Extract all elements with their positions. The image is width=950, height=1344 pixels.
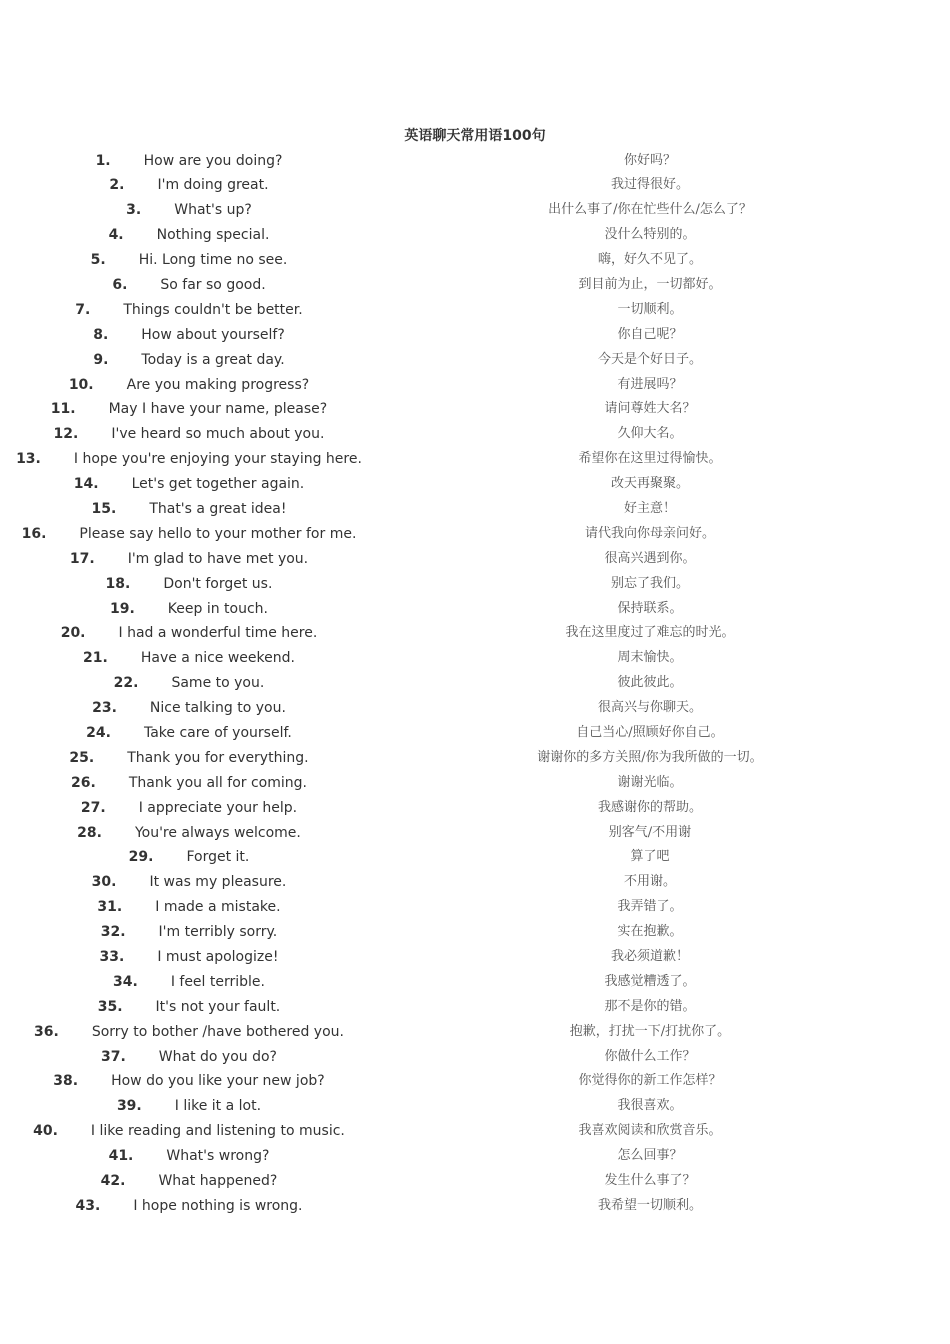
english-line [51, 397, 327, 422]
chinese-translation: 我感觉糟透了。 [604, 973, 696, 989]
english-line [92, 696, 286, 721]
english-phrase: I like reading and listening to music. [90, 1123, 345, 1140]
phrase-row [0, 472, 950, 497]
chinese-translation: 怎么回事？ [617, 1148, 683, 1164]
english-phrase: I've heard so much about you. [111, 426, 325, 443]
phrase-row [0, 597, 950, 622]
phrase-number: 21. [83, 650, 108, 667]
english-phrase: Forget it. [186, 849, 250, 866]
phrase-row [0, 796, 950, 821]
chinese-translation: 好主意！ [623, 500, 676, 516]
phrase-number: 27. [80, 799, 106, 816]
chinese-translation: 你自己呢？ [617, 326, 683, 342]
english-line [86, 721, 292, 746]
phrase-number: 1. [95, 152, 111, 169]
english-line [81, 796, 297, 821]
chinese-translation: 希望你在这里过得愉快。 [578, 451, 722, 467]
phrase-number: 9. [93, 351, 109, 368]
phrase-row [0, 223, 950, 248]
english-phrase: I hope nothing is wrong. [133, 1197, 303, 1214]
phrase-number: 36. [34, 1023, 59, 1040]
phrase-row [0, 1169, 950, 1194]
english-phrase: Let's get together again. [131, 476, 305, 493]
phrase-number: 15. [91, 500, 117, 517]
english-line [61, 621, 318, 646]
phrase-number: 4. [108, 227, 124, 244]
phrase-row [0, 522, 950, 547]
phrase-row [0, 821, 950, 846]
phrase-row [0, 945, 950, 970]
phrase-row [0, 323, 950, 348]
english-phrase: What do you do? [158, 1048, 277, 1065]
phrase-row [0, 547, 950, 572]
chinese-translation: 不用谢。 [623, 874, 676, 890]
phrase-row [0, 397, 950, 422]
phrase-row [0, 298, 950, 323]
english-line [109, 223, 270, 248]
phrase-number: 31. [97, 899, 123, 916]
phrase-number: 24. [86, 724, 111, 741]
chinese-translation: 我很喜欢。 [617, 1098, 683, 1114]
chinese-translation: 你好吗？ [623, 152, 676, 168]
english-phrase: Take care of yourself. [143, 724, 292, 741]
phrase-row [0, 173, 950, 198]
english-line [75, 298, 302, 323]
english-phrase: Thank you for everything. [127, 749, 309, 766]
english-line [96, 149, 283, 174]
english-phrase: I made a mistake. [155, 899, 281, 916]
english-line [106, 572, 273, 597]
chinese-translation: 我感谢你的帮助。 [597, 799, 702, 815]
chinese-translation: 一切顺利。 [617, 301, 683, 317]
phrase-number: 32. [100, 924, 126, 941]
phrase-number: 38. [53, 1073, 79, 1090]
phrase-number: 28. [77, 824, 102, 841]
phrase-number: 17. [69, 550, 95, 567]
chinese-translation: 自己当心/照顾好你自己。 [576, 724, 724, 740]
english-phrase: Hi. Long time no see. [138, 252, 288, 269]
chinese-translation: 嗨，好久不见了。 [597, 252, 702, 268]
english-phrase: You're always welcome. [134, 824, 301, 841]
english-phrase: Today is a great day. [141, 351, 285, 368]
english-line [91, 248, 288, 273]
english-phrase: I appreciate your help. [138, 799, 298, 816]
phrase-row [0, 497, 950, 522]
english-phrase: I'm terribly sorry. [158, 924, 278, 941]
phrase-number: 33. [99, 949, 125, 965]
phrase-number: 20. [60, 625, 86, 642]
english-phrase: So far so good. [160, 276, 266, 293]
phrase-row [0, 1144, 950, 1169]
english-phrase: Nice talking to you. [149, 700, 286, 717]
chinese-translation: 到目前为止，一切都好。 [578, 276, 722, 292]
chinese-translation: 周末愉快。 [617, 650, 683, 666]
phrase-row [0, 721, 950, 746]
phrase-row [0, 671, 950, 696]
chinese-translation: 彼此彼此。 [617, 675, 683, 691]
english-phrase: How are you doing? [143, 152, 283, 169]
english-phrase: What's wrong? [166, 1148, 270, 1165]
english-phrase: Things couldn't be better. [123, 301, 303, 318]
chinese-translation: 别忘了我们。 [610, 575, 689, 591]
english-line [109, 173, 268, 198]
phrase-number: 39. [116, 1098, 142, 1115]
chinese-translation: 很高兴遇到你。 [604, 550, 696, 566]
phrase-row [0, 895, 950, 920]
phrase-row [0, 696, 950, 721]
english-line [70, 547, 308, 572]
english-line [76, 1194, 303, 1219]
phrase-row [0, 746, 950, 771]
chinese-translation: 我过得很好。 [610, 177, 689, 193]
english-phrase: I must apologize! [157, 949, 279, 965]
chinese-translation: 久仰大名。 [617, 426, 683, 442]
english-line [93, 348, 284, 373]
phrase-row [0, 348, 950, 373]
english-line [54, 422, 325, 447]
phrase-number: 40. [33, 1123, 58, 1140]
phrase-row [0, 621, 950, 646]
chinese-translation: 我在这里度过了难忘的时光。 [565, 625, 735, 641]
chinese-translation: 那不是你的错。 [604, 998, 696, 1014]
phrase-number: 22. [113, 675, 139, 692]
chinese-translation: 改天再聚聚。 [610, 476, 689, 492]
phrase-number: 12. [53, 426, 79, 443]
chinese-translation: 出什么事了/你在忙些什么/怎么了？ [548, 202, 752, 218]
phrase-number: 41. [108, 1148, 134, 1165]
phrase-row [0, 373, 950, 398]
phrase-row [0, 870, 950, 895]
english-line [71, 771, 307, 796]
english-line [101, 920, 278, 945]
chinese-translation: 你做什么工作？ [604, 1048, 696, 1064]
english-line [93, 323, 285, 348]
english-line [22, 522, 357, 547]
english-phrase: Have a nice weekend. [140, 650, 295, 667]
phrase-row [0, 771, 950, 796]
chinese-translation: 发生什么事了？ [604, 1173, 696, 1189]
phrase-row [0, 1094, 950, 1119]
english-phrase: Same to you. [171, 675, 265, 692]
chinese-translation: 我必须道歉！ [610, 949, 689, 964]
phrase-number: 35. [97, 998, 123, 1015]
phrase-row [0, 970, 950, 995]
english-line [53, 1069, 324, 1094]
phrase-row [0, 248, 950, 273]
phrase-row [0, 845, 950, 870]
english-line [83, 646, 295, 671]
phrase-number: 10. [68, 376, 94, 393]
chinese-translation: 谢谢你的多方关照/你为我所做的一切。 [537, 749, 763, 765]
phrase-number: 16. [21, 525, 47, 542]
english-line [16, 447, 362, 472]
phrase-row [0, 1069, 950, 1094]
english-line [69, 373, 309, 398]
phrase-row [0, 1020, 950, 1045]
english-phrase: I hope you're enjoying your staying here. [73, 451, 362, 468]
english-phrase: I had a wonderful time here. [118, 625, 318, 642]
chinese-translation: 保持联系。 [617, 600, 683, 616]
english-phrase: I feel terrible. [170, 973, 265, 990]
english-phrase: That's a great idea! [149, 500, 287, 517]
document-title: 英语聊天常用语100句 [404, 128, 546, 144]
chinese-translation: 今天是个好日子。 [597, 351, 702, 367]
phrase-row [0, 273, 950, 298]
phrase-number: 8. [93, 326, 109, 343]
phrase-number: 14. [73, 476, 99, 493]
phrase-row [0, 995, 950, 1020]
english-line [113, 970, 265, 995]
phrase-number: 13. [16, 451, 41, 468]
chinese-translation: 我弄错了。 [617, 899, 683, 915]
english-line [126, 198, 252, 223]
phrase-row [0, 149, 950, 174]
english-line [110, 597, 268, 622]
chinese-translation: 我喜欢阅读和欣赏音乐。 [578, 1123, 722, 1139]
phrase-row [0, 572, 950, 597]
english-line [129, 845, 250, 870]
chinese-translation: 请代我向你母亲问好。 [584, 525, 715, 541]
english-line [33, 1119, 345, 1144]
chinese-translation: 抱歉，打扰一下/打扰你了。 [569, 1023, 731, 1039]
phrase-number: 25. [69, 749, 95, 766]
english-phrase: Keep in touch. [167, 600, 269, 617]
english-phrase: What's up? [174, 202, 252, 219]
english-phrase: Don't forget us. [163, 575, 273, 592]
english-phrase: How about yourself? [141, 326, 285, 343]
english-line [34, 1020, 344, 1045]
english-line [100, 945, 279, 970]
chinese-translation: 我希望一切顺利。 [597, 1197, 702, 1213]
phrase-row [0, 1119, 950, 1144]
english-line [101, 1169, 278, 1194]
english-line [92, 870, 287, 895]
english-phrase: I'm glad to have met you. [127, 550, 309, 567]
english-phrase: I'm doing great. [157, 177, 269, 194]
english-line [117, 1094, 261, 1119]
phrase-row [0, 1045, 950, 1070]
phrase-row [0, 447, 950, 472]
phrase-number: 37. [100, 1048, 126, 1065]
english-phrase: Are you making progress? [126, 376, 310, 393]
phrase-number: 30. [91, 874, 117, 891]
english-phrase: Please say hello to your mother for me. [79, 525, 357, 542]
phrase-number: 11. [50, 401, 76, 418]
phrase-number: 26. [71, 774, 96, 791]
phrase-list [0, 149, 950, 1219]
english-phrase: Thank you all for coming. [128, 774, 307, 791]
english-line [98, 995, 281, 1020]
english-phrase: Nothing special. [156, 227, 270, 244]
english-line [114, 671, 265, 696]
phrase-row [0, 646, 950, 671]
english-line [109, 1144, 270, 1169]
phrase-number: 34. [113, 973, 138, 990]
phrase-number: 42. [100, 1173, 126, 1190]
chinese-translation: 谢谢光临。 [617, 774, 683, 790]
english-line [92, 497, 287, 522]
phrase-number: 3. [126, 202, 142, 219]
english-phrase: May I have your name, please? [108, 401, 328, 418]
phrase-row [0, 198, 950, 223]
english-phrase: How do you like your new job? [111, 1073, 325, 1090]
english-line [112, 273, 265, 298]
phrase-number: 19. [109, 600, 135, 617]
english-phrase: Sorry to bother /have bothered you. [91, 1023, 344, 1040]
english-line [74, 472, 305, 497]
phrase-number: 7. [75, 301, 91, 318]
english-line [77, 821, 301, 846]
english-phrase: It was my pleasure. [149, 874, 287, 891]
chinese-translation: 请问尊姓大名？ [604, 401, 696, 417]
phrase-number: 23. [92, 700, 117, 717]
phrase-number: 29. [128, 849, 154, 866]
english-phrase: What happened? [158, 1173, 278, 1190]
phrase-number: 43. [75, 1197, 101, 1214]
phrase-number: 2. [109, 177, 125, 194]
chinese-translation: 实在抱歉。 [617, 924, 683, 940]
chinese-translation: 有进展吗？ [617, 376, 683, 392]
phrase-row [0, 1194, 950, 1219]
chinese-translation: 没什么特别的。 [604, 227, 696, 243]
phrase-row [0, 422, 950, 447]
english-line [97, 895, 280, 920]
english-phrase: It's not your fault. [155, 998, 281, 1015]
english-line [69, 746, 308, 771]
chinese-translation: 别客气/不用谢 [608, 824, 692, 840]
english-phrase: I like it a lot. [174, 1098, 262, 1115]
chinese-translation: 算了吧 [630, 849, 670, 865]
phrase-number: 18. [105, 575, 131, 592]
phrase-number: 5. [90, 252, 106, 269]
chinese-translation: 很高兴与你聊天。 [597, 700, 702, 716]
chinese-translation: 你觉得你的新工作怎样？ [578, 1073, 722, 1089]
phrase-number: 6. [112, 276, 128, 293]
phrase-row [0, 920, 950, 945]
english-line [101, 1045, 277, 1070]
